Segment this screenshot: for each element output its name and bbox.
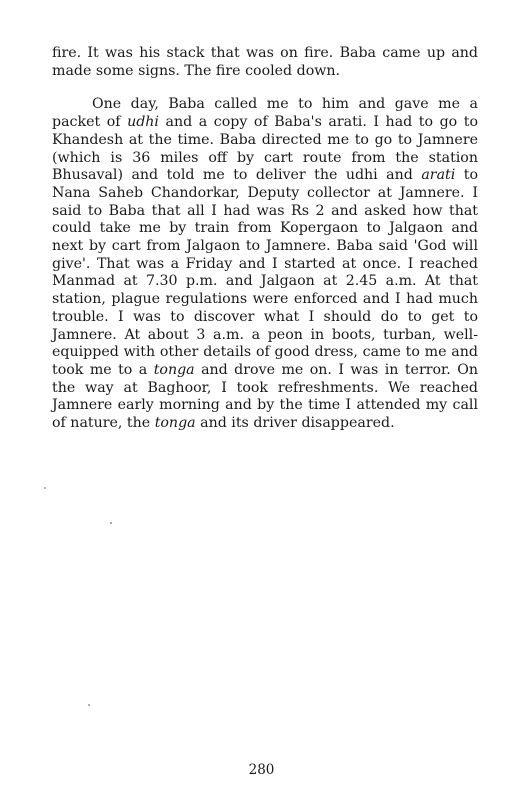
text-run: and its driver disappeared. — [195, 415, 395, 432]
scan-speck — [110, 522, 112, 524]
text-run: One day, Baba called me to him and gave me a packet of — [52, 96, 478, 131]
text-run: and a copy of Baba's arati. I had to go to Khandesh at the time. Baba directed me to go to Jamnere (which is 36 miles off by cart route from the station Bhusaval) and told me to deliver the udhi and — [52, 114, 478, 184]
italic-run: tonga — [153, 361, 195, 378]
text-run: to Nana Saheb Chandorkar, Deputy collector at Jamnere. I said to Baba that all I had was Rs 2 and asked how that could take me by train from Kopergaon to Jalgaon and next by cart from Jalgaon to Jamnere. Baba said 'God will give'. That was a Friday and I started at once. I reached Manmad at 7.30 p.m. and Jalgaon at 2.45 a.m. At that station, plague regulations were enforced and I had much trouble. I was to discover what I should do to get to Jamnere. At about 3 a.m. a peon in boots, turban, well-equipped with other details of good dress, came to me and took me to a — [52, 167, 478, 378]
paragraph-1 — [52, 45, 478, 80]
italic-run: arati — [421, 167, 456, 184]
text-run: and drove me on. I was in terror. On the way at Baghoor, I took refreshments. We reached Jamnere early morning and by the time I attended my call of nature, the — [52, 361, 478, 432]
italic-run: tonga — [154, 415, 196, 432]
page-number: 280 — [248, 762, 275, 778]
text-run: fire. It was his stack that was on fire. Baba came up and made some signs. The fire cooled down. — [52, 45, 478, 79]
paragraph-2 — [52, 96, 478, 432]
italic-run: udhi — [127, 114, 159, 131]
body-text — [52, 45, 478, 433]
scan-speck — [44, 487, 46, 489]
scan-speck — [88, 704, 90, 706]
